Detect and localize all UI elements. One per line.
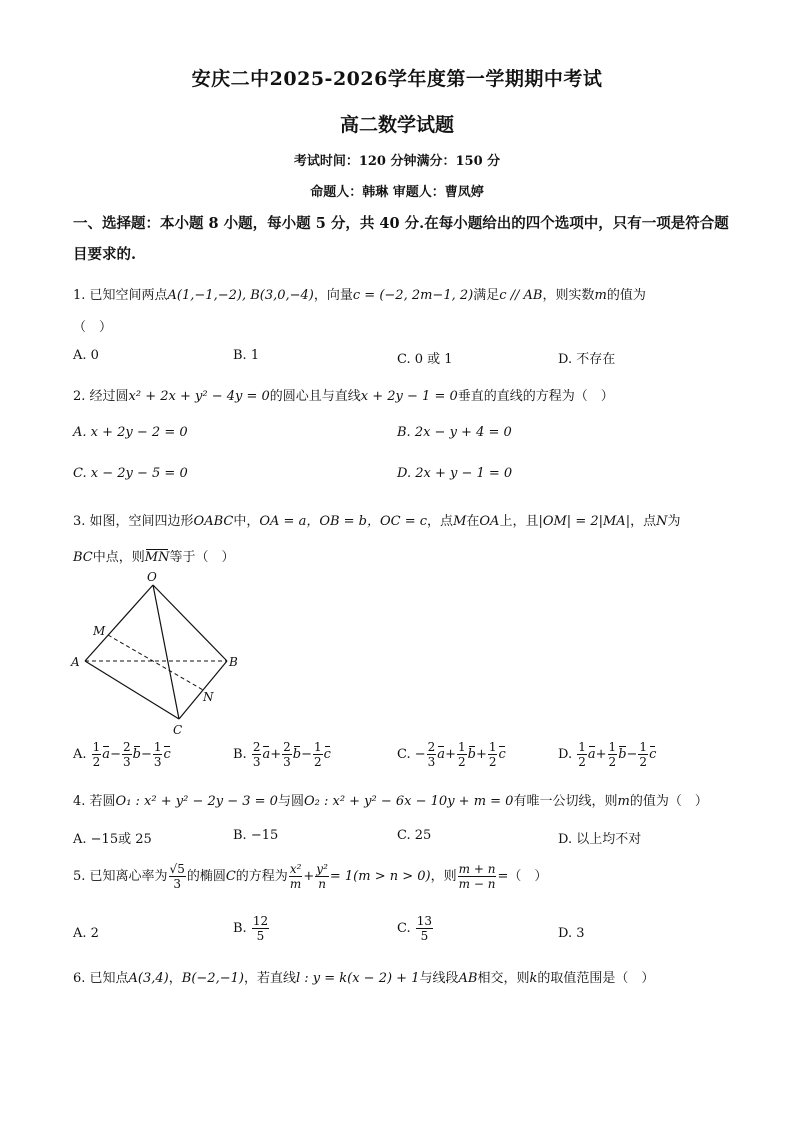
math: c = (−2, 2m−1, 2): [352, 288, 474, 303]
q4-option-c: C. 25: [397, 828, 432, 843]
label-c: C: [173, 723, 183, 737]
option-label: D.: [558, 747, 577, 762]
vector-symbol: b: [132, 747, 141, 762]
question-4-stem: 4. 若圆O₁ : x² + y² − 2y − 3 = 0与圆O₂ : x² + y² − 6x − 10y + m = 0有唯一公切线，则m的值为（ ）: [73, 794, 708, 809]
fraction: $\frac{\text{x²}}{m}$: [289, 862, 302, 891]
q5-option-c: C. $\frac{13}{5}$: [397, 914, 433, 943]
vector-symbol: c: [323, 747, 331, 762]
fraction: $\frac{2}{3}$: [252, 740, 261, 769]
vector-symbol: c: [163, 747, 171, 762]
edge-ob: [153, 585, 227, 661]
option-label: A.: [73, 747, 91, 762]
option-label: B.: [233, 747, 251, 762]
fraction: $\frac{2}{3}$: [283, 740, 291, 769]
q4-option-b: B. −15: [233, 828, 279, 843]
operator: +: [475, 747, 487, 762]
q4-option-d: D. 以上均不对: [558, 832, 642, 847]
question-5-stem: 5. 已知离心率为 $\frac{√5}{3}$ 的椭圆C的方程为 $\frac{\text{x²}}{m}$ + $\frac{\text{y²}}{n}$ = 1(m > n > 0)，则 $\frac{m + n}{m - n}$ =（ ）: [73, 862, 548, 891]
fraction: $\frac{13}{5}$: [416, 914, 433, 943]
label-b: B: [229, 655, 238, 669]
math: N: [656, 514, 668, 529]
q3-option-a: [73, 740, 171, 769]
operator: −: [414, 747, 426, 762]
question-3-stem: 3. 如图，空间四边形OABC中，OA = a，OB = b，OC = c，点M在OA上，且|OM| = 2|MA|，点N为: [73, 514, 681, 529]
operator: −: [110, 747, 121, 762]
vector-symbol: b: [292, 747, 302, 762]
q2-option-d: D. 2x + y − 1 = 0: [397, 466, 513, 481]
label-n: N: [203, 690, 214, 704]
fraction: $\frac{1}{2}$: [608, 740, 617, 769]
edge-oc: [153, 585, 179, 719]
fraction: $\frac{1}{2}$: [457, 740, 466, 769]
vector-symbol: c: [498, 747, 506, 762]
question-3-stem-line2: BC中点，则MN等于（ ）: [73, 550, 235, 565]
vector-symbol: b: [467, 747, 476, 762]
math: BC: [73, 550, 93, 565]
fraction: $\frac{m + n}{m - n}$: [458, 862, 496, 891]
exam-info: 考试时间：120 分钟满分：150 分: [293, 154, 501, 169]
vector-symbol: b: [618, 747, 627, 762]
segment-mn-dashed: [108, 635, 203, 690]
fraction: $\frac{1}{2}$: [578, 740, 586, 769]
math: m: [617, 794, 630, 809]
vector-symbol: a: [587, 747, 596, 762]
math: m: [594, 288, 607, 303]
math: C: [225, 869, 236, 884]
math: A(3,4): [128, 971, 169, 986]
vector-symbol: a: [102, 747, 111, 762]
fraction: $\frac{\text{y²}}{n}$: [316, 862, 328, 891]
operator: +: [270, 747, 282, 762]
fraction: $\frac{√5}{3}$: [169, 862, 185, 891]
operator: +: [445, 747, 456, 762]
math: |OM| = 2|MA|: [538, 514, 631, 529]
q5-option-d: D. 3: [558, 926, 585, 941]
label-m: M: [93, 624, 106, 638]
math: c // AB: [499, 288, 543, 303]
q2-option-a: A. x + 2y − 2 = 0: [73, 425, 188, 440]
label-o: O: [147, 570, 157, 584]
q2-option-c: C. x − 2y − 5 = 0: [73, 466, 188, 481]
q1-option-c: C. 0 或 1: [397, 352, 453, 367]
math: OA = a，OB = b，OC = c: [259, 514, 428, 529]
operator: −: [626, 747, 638, 762]
math: B(−2,−1): [181, 971, 244, 986]
q1-option-d: D. 不存在: [558, 352, 616, 367]
math: A(1,−1,−2), B(3,0,−4): [167, 288, 314, 303]
math: AB: [458, 971, 478, 986]
fraction: $\frac{1}{2}$: [92, 740, 101, 769]
q2-option-b: B. 2x − y + 4 = 0: [397, 425, 512, 440]
exam-authors: 命题人：韩琳 审题人：曹凤婷: [310, 185, 484, 200]
operator: −: [140, 747, 152, 762]
exam-title: 安庆二中2025-2026学年度第一学期期中考试: [191, 68, 603, 90]
vector-mn: MN: [144, 550, 170, 565]
label-a: A: [71, 655, 80, 669]
fraction: $\frac{1}{2}$: [639, 740, 648, 769]
section-heading: 一、选择题：本小题 8 小题，每小题 5 分，共 40 分.在每小题给出的四个选项中，只有一项是符合题目要求的.: [73, 215, 729, 263]
fraction: $\frac{2}{3}$: [427, 740, 436, 769]
math: l : y = k(x − 2) + 1: [295, 971, 420, 986]
question-6-stem: 6. 已知点A(3,4)，B(−2,−1)，若直线l : y = k(x − 2) + 1与线段AB相交，则k的取值范围是（ ）: [73, 971, 655, 986]
q4-option-a: A. −15或 25: [73, 832, 152, 847]
q3-option-b: [233, 740, 331, 769]
math: x² + 2x + y² − 4y = 0: [128, 389, 270, 404]
fraction: $\frac{1}{2}$: [314, 740, 322, 769]
math: M: [453, 514, 467, 529]
question-1-paren: （ ）: [73, 320, 113, 335]
math: O₁ : x² + y² − 2y − 3 = 0: [115, 794, 278, 809]
math: O₂ : x² + y² − 6x − 10y + m = 0: [303, 794, 514, 809]
q1-option-a: A. 0: [73, 348, 99, 363]
q5-option-b: B. $\frac{12}{5}$: [233, 914, 269, 943]
math: k: [529, 971, 538, 986]
fraction: $\frac{12}{5}$: [252, 914, 269, 943]
q3-option-c: [397, 740, 506, 769]
fraction: $\frac{2}{3}$: [122, 740, 131, 769]
option-label: C.: [397, 747, 415, 762]
operator: +: [595, 747, 607, 762]
vector-symbol: a: [437, 747, 446, 762]
tetrahedron-figure: [66, 568, 246, 740]
question-1-stem: 1. 已知空间两点A(1,−1,−2), B(3,0,−4)，向量c = (−2, 2m−1, 2)满足c // AB，则实数m的值为: [73, 288, 646, 303]
math: OABC: [193, 514, 234, 529]
math: = 1(m > n > 0): [329, 869, 431, 884]
edge-oa: [85, 585, 153, 661]
edge-ac: [85, 661, 179, 719]
q5-option-a: A. 2: [73, 926, 99, 941]
question-2-stem: 2. 经过圆x² + 2x + y² − 4y = 0的圆心且与直线x + 2y − 1 = 0垂直的直线的方程为（ ）: [73, 389, 614, 404]
q3-option-d: [558, 740, 656, 769]
fraction: $\frac{1}{3}$: [153, 740, 162, 769]
vector-symbol: a: [262, 747, 271, 762]
fraction: $\frac{1}{2}$: [488, 740, 497, 769]
vector-symbol: c: [649, 747, 657, 762]
math: x + 2y − 1 = 0: [360, 389, 458, 404]
q1-option-b: B. 1: [233, 348, 260, 363]
operator: −: [301, 747, 313, 762]
math: OA: [479, 514, 500, 529]
exam-subtitle: 高二数学试题: [339, 114, 454, 136]
